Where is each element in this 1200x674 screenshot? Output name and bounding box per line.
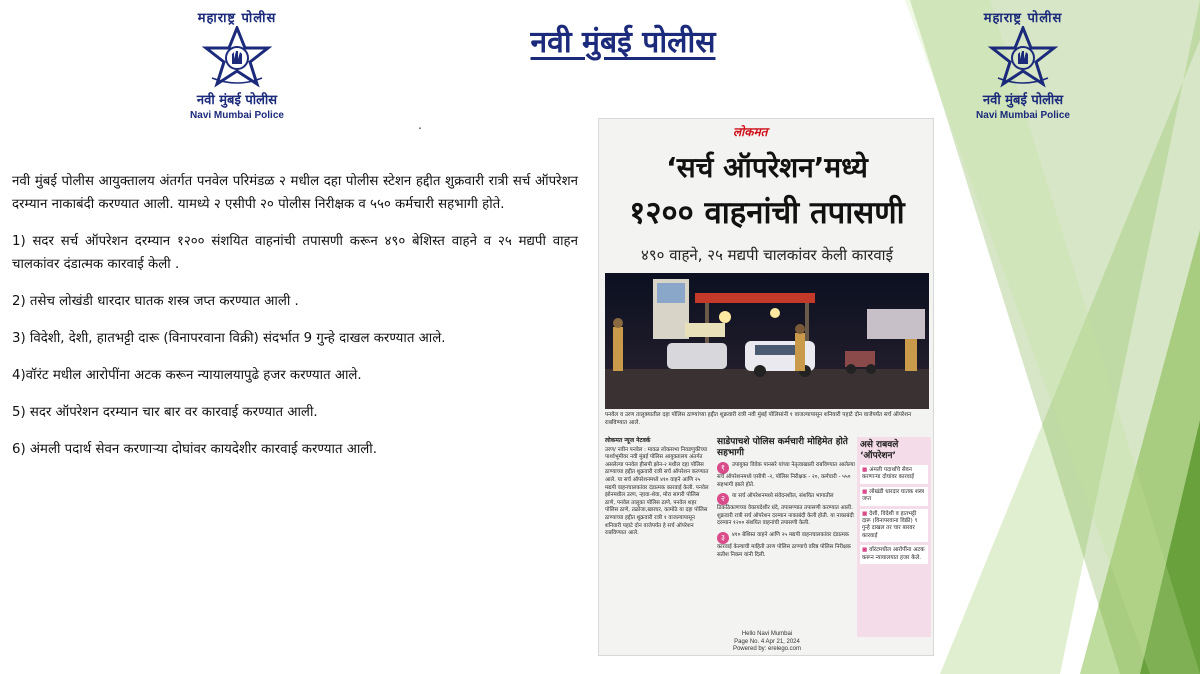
newspaper-clipping (598, 118, 934, 656)
clipping-headline-line1: ‘सर्च ऑपरेशन’मध्ये (666, 151, 868, 184)
numbered-item (717, 493, 855, 528)
bullet-icon: ■ (862, 510, 870, 517)
press-note-body (12, 170, 578, 475)
point-paragraph: 3) विदेशी, देशी, हातभट्टी दारू (विनापरवाना विक्री) संदर्भात 9 गुन्हे दाखल करण्यात आले. (12, 331, 446, 346)
sidebar-heading: असे राबवले ‘ऑपरेशन’ (860, 440, 899, 461)
sidebar-item (860, 465, 928, 484)
footer-page-date: Page No. 4 Apr 21, 2024 (734, 638, 800, 645)
point-paragraph: 6) अंमली पदार्थ सेवन करणाऱ्या दोघांवर कायदेशीर कारवाई करण्यात आली. (12, 442, 377, 457)
logo-name-marathi: नवी मुंबई पोलीस (982, 93, 1064, 108)
numbered-item-text: उपायुक्त विवेक पानसरे यांच्या नेतृत्वाखाली राबविण्यात आलेल्या सर्च ऑपरेशनमध्ये एसीपी -२, पोलिस निरीक्षक - २०, कर्मचारी - ५५० सहभागी झाले होते. (717, 462, 855, 488)
byline: लोकमत न्यूज नेटवर्क (605, 437, 651, 444)
numbered-item-text: या सर्च ऑपरेशनमध्ये संवेदनशील, संशयित भागातील ठिकठिकाणच्या वेकायदेशीर धंदे, तपासण्यात तपासणी करण्यात आली. शुक्रवारी रात्री सर्च ऑपरेशन दरम्यान नाकाबंदी केली होती. या नाकाबंदी दरम्यान १२०० संशयित वाहनांची तपासणी केली. (717, 493, 854, 527)
sidebar-item (860, 545, 928, 564)
photo-caption: पनवेल व उरण तालुक्यातील दहा पोलिस ठाण्यांच्या हद्दीत शुक्रवारी रात्री नवी मुंबई पोलिसांनी १ वाजल्यापासून शनिवारी पहाटे दोन वाजेपर्यंत सर्च ऑपरेशन राबविण्यात आले. (605, 412, 912, 426)
logo-name-marathi: नवी मुंबई पोलीस (196, 93, 278, 108)
numbered-item-text: ४१० बेशिस्त वाहने आणि २५ मद्यपी वाहनचालकांवर दंडात्मक कारवाई केल्याची माहिती उरण पोलिस ठाण्याचे वरिष्ठ पोलिस निरीक्षक सतीश निकम यांनी दिली. (717, 531, 851, 558)
police-star-emblem-icon (202, 26, 272, 88)
sidebar-item-text: लोखंडी धारदार घातक शस्त्र जप्त (862, 488, 925, 503)
bullet-icon: ■ (862, 467, 870, 473)
clipping-footer (699, 631, 835, 654)
page-title: नवी मुंबई पोलीस (530, 25, 716, 60)
clipping-sidebar-box (857, 437, 931, 637)
logo-arc-text: महाराष्ट्र पोलीस (197, 11, 277, 26)
point-paragraph: 5) सदर ऑपरेशन दरम्यान चार बार वर कारवाई करण्यात आली. (12, 405, 318, 420)
logo-name-english: Navi Mumbai Police (190, 110, 284, 121)
clipping-subheadline: ४९० वाहने, २५ मद्यपी चालकांवर केली कारवाई (641, 246, 893, 264)
footer-powered-by: Powered by: erelego.com (732, 646, 802, 652)
intro-paragraph: नवी मुंबई पोलीस आयुक्तालय अंतर्गत पनवेल परिमंडळ २ मधील दहा पोलीस स्टेशन हद्दीत शुक्रवारी रात्री सर्च ऑपरेशन दरम्यान नाकाबंदी करण्यात आली. यामध्ये २ एसीपी २० पोलीस निरीक्षक व ५५० कर्मचारी सहभागी होते. (12, 174, 578, 212)
point-paragraph: 1) सदर सर्च ऑपरेशन दरम्यान १२०० संशयित वाहनांची तपासणी करून ४९० बेशिस्त वाहने व २५ मद्यपी वाहन चालकांवर दंडात्मक कारवाई केली . (12, 234, 578, 272)
numbered-item (717, 532, 855, 559)
clipping-column-1 (605, 437, 711, 538)
stray-dot: . (418, 118, 422, 132)
point-paragraph: 4)वॉरंट मधील आरोपींना अटक करून न्यायालयापुढे हजर करण्यात आले. (12, 368, 362, 383)
sidebar-item (860, 487, 928, 506)
column-heading: साडेपाचशे पोलिस कर्मचारी मोहिमेत होते सहभागी (717, 437, 848, 458)
police-logo-right (958, 8, 1088, 121)
police-logo-left (172, 8, 302, 121)
sidebar-item-text: अंमली पदार्थांचे सेवन करणाऱ्या दोघांवर कारवाई (862, 467, 914, 481)
sidebar-item-text: देशी, विदेशी व हातभट्टी दारू (विनापरवाना विक्री) ९ गुन्हे दाखल तर चार बारवर कारवाई (862, 510, 918, 539)
numbered-item (717, 462, 855, 489)
police-star-emblem-icon (988, 26, 1058, 88)
logo-name-english: Navi Mumbai Police (976, 110, 1070, 121)
bullet-icon: ■ (862, 488, 870, 495)
point-paragraph: 2) तसेच लोखंडी धारदार घातक शस्त्र जप्त करण्यात आली . (12, 294, 299, 309)
number-badge: ३ (717, 532, 729, 544)
logo-arc-text: महाराष्ट्र पोलीस (983, 11, 1063, 26)
number-badge: २ (717, 493, 729, 505)
sidebar-item-text: वॉरंटमधील आरोपींना अटक करून न्यायालयात हजर केले. (862, 547, 925, 561)
number-badge: १ (717, 462, 729, 474)
newspaper-brand: लोकमत (733, 125, 768, 139)
bullet-icon: ■ (862, 547, 870, 554)
night-checkpoint-photo (605, 273, 929, 409)
column-text: उरण/ नवीन पनवेल : मावळ लोकसभा निवडणुकीच्या पार्श्वभूमीवर नवी मुंबई पोलिस आयुक्तालय अंतर्गत असलेल्या पनवेल हीसपी झोन-२ मधील दहा पोलिस ठाण्याच्या हद्दीत शुक्रवारी रात्री सर्च ऑपरेशन करण्यात आले. या सर्च ऑपरेशनमध्ये ४१० वाहने आणि २५ मद्यपी वाहनचालकांवर दंडात्मक कारवाई केली. पनवेल झोनमधील उरण, न्हावा-शेवा, मोरा सागरी पोलिस ठाणे, पनवेल तालुका पोलिस ठाणे, पनवेल शहर पोलिस ठाणे, तळोजा,खारघर, कामोठे या दहा पोलिस ठाण्याच्या हद्दीत शुक्रवारी रात्री १ वाजल्यापासून शनिवारी पहाटे दोन वाजेपर्यंत हे सर्च ऑपरेशन राबविण्यात आले. (605, 446, 709, 537)
clipping-column-2 (717, 437, 855, 559)
sidebar-item (860, 509, 928, 543)
footer-source: Hello Navi Mumbai (741, 631, 793, 637)
clipping-headline-line2: १२०० वाहनांची तपासणी (629, 195, 905, 231)
